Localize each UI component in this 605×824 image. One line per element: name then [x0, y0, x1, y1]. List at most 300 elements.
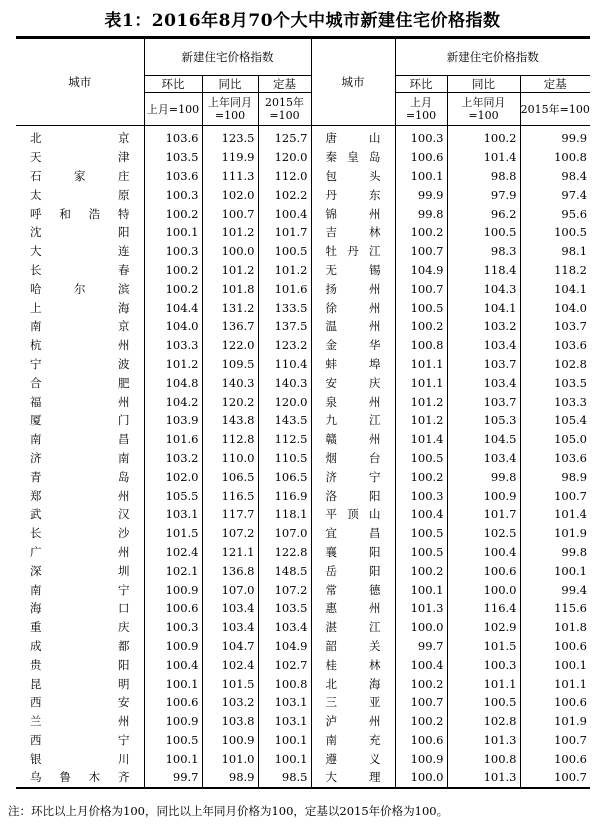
city-cell-right	[311, 223, 395, 242]
city-name	[326, 187, 381, 203]
fixed-cell-left: 100.8	[258, 674, 311, 693]
city-char: 海	[118, 300, 130, 315]
city-char: 明	[118, 676, 130, 691]
fixed-cell-right: 103.7	[520, 317, 590, 336]
mom-cell-left: 102.0	[144, 467, 202, 486]
city-char: 山	[369, 131, 381, 146]
table-row	[16, 242, 590, 261]
yoy-cell-right: 100.6	[447, 561, 520, 580]
mom-cell-left: 100.9	[144, 580, 202, 599]
mom-header-left: 环比	[144, 76, 202, 93]
city-name	[30, 224, 130, 240]
yoy-cell-right: 104.5	[447, 430, 520, 449]
fixed-cell-left: 120.0	[258, 392, 311, 411]
fixed-cell-left: 101.2	[258, 261, 311, 280]
table-row	[16, 580, 590, 599]
city-char: 川	[118, 751, 130, 766]
city-char: 北	[325, 676, 337, 691]
mom-cell-right: 100.0	[395, 618, 447, 637]
mom-cell-right: 100.2	[395, 467, 447, 486]
fixed-cell-right: 104.0	[520, 298, 590, 317]
yoy-cell-left: 103.4	[202, 599, 258, 618]
fixed-cell-left: 133.5	[258, 298, 311, 317]
city-char: 蚌	[325, 356, 337, 371]
mom-cell-left: 103.5	[144, 148, 202, 167]
city-name	[30, 337, 130, 353]
yoy-cell-right: 98.3	[447, 242, 520, 261]
yoy-cell-right: 103.7	[447, 355, 520, 374]
mom-cell-right: 100.5	[395, 543, 447, 562]
city-char: 州	[369, 601, 381, 616]
table-row	[16, 712, 590, 731]
mom-cell-right: 100.6	[395, 148, 447, 167]
table-row	[16, 355, 590, 374]
yoy-cell-left: 136.7	[202, 317, 258, 336]
city-cell-right	[311, 317, 395, 336]
yoy-cell-left: 136.8	[202, 561, 258, 580]
city-char: 岛	[118, 469, 130, 484]
city-name	[30, 281, 130, 297]
fixed-cell-right: 101.9	[520, 524, 590, 543]
yoy-cell-right: 103.4	[447, 373, 520, 392]
city-name	[30, 563, 130, 579]
city-cell-right	[311, 731, 395, 750]
city-char: 海	[30, 601, 42, 616]
table-row	[16, 449, 590, 468]
yoy-cell-right: 101.7	[447, 505, 520, 524]
city-name	[30, 694, 130, 710]
city-cell-right	[311, 449, 395, 468]
city-char: 丹	[325, 187, 337, 202]
yoy-cell-right: 100.3	[447, 655, 520, 674]
mom-cell-right: 100.7	[395, 279, 447, 298]
fixed-cell-left: 112.5	[258, 430, 311, 449]
yoy-header-right: 同比	[447, 76, 520, 93]
city-name	[30, 375, 130, 391]
city-name	[326, 769, 381, 785]
mom-cell-right: 100.5	[395, 298, 447, 317]
yoy-cell-left: 131.2	[202, 298, 258, 317]
fixed-cell-right: 100.6	[520, 749, 590, 768]
city-name	[326, 488, 381, 504]
fixed-cell-right: 100.7	[520, 768, 590, 787]
city-name	[30, 431, 130, 447]
table-row	[16, 731, 590, 750]
city-char: 华	[369, 338, 381, 353]
mom-cell-right: 100.9	[395, 749, 447, 768]
city-char: 州	[369, 300, 381, 315]
city-char: 州	[118, 488, 130, 503]
city-name	[30, 168, 130, 184]
city-cell-left	[16, 411, 144, 430]
city-cell-left	[16, 336, 144, 355]
city-name	[326, 431, 381, 447]
city-char: 埠	[369, 356, 381, 371]
city-char: 阳	[369, 488, 381, 503]
city-char: 韶	[325, 638, 337, 653]
yoy-cell-right: 100.8	[447, 749, 520, 768]
mom-cell-left: 101.5	[144, 524, 202, 543]
mom-cell-left: 100.1	[144, 223, 202, 242]
city-name	[326, 638, 381, 654]
fixed-cell-left: 100.1	[258, 731, 311, 750]
city-cell-right	[311, 185, 395, 204]
mom-cell-left: 99.7	[144, 768, 202, 787]
city-name	[30, 412, 130, 428]
city-char: 州	[118, 394, 130, 409]
fixed-cell-left: 118.1	[258, 505, 311, 524]
yoy-cell-left: 104.7	[202, 637, 258, 656]
yoy-cell-right: 118.4	[447, 261, 520, 280]
city-char: 福	[30, 394, 42, 409]
price-index-table	[16, 36, 590, 789]
fixed-cell-left: 100.1	[258, 749, 311, 768]
city-char: 波	[118, 356, 130, 371]
fixed-cell-right: 99.9	[520, 126, 590, 148]
table-row	[16, 561, 590, 580]
city-char: 京	[118, 131, 130, 146]
yoy-cell-right: 104.3	[447, 279, 520, 298]
city-cell-right	[311, 637, 395, 656]
yoy-cell-left: 111.3	[202, 167, 258, 186]
mom-cell-left: 100.6	[144, 693, 202, 712]
footnote: 注：环比以上月价格为100，同比以上年同月价格为100，定基以2015年价格为100。	[8, 804, 449, 818]
yoy-base-right: 上年同月=100	[447, 93, 520, 126]
city-name	[30, 488, 130, 504]
city-cell-right	[311, 373, 395, 392]
yoy-cell-right: 100.9	[447, 486, 520, 505]
city-name	[30, 469, 130, 485]
city-name	[326, 300, 381, 316]
city-name	[326, 751, 381, 767]
city-char: 州	[369, 714, 381, 729]
city-name	[326, 600, 381, 616]
city-char: 原	[118, 187, 130, 202]
city-char: 西	[30, 732, 42, 747]
city-cell-right	[311, 279, 395, 298]
table-row	[16, 185, 590, 204]
city-name	[326, 469, 381, 485]
city-char: 庆	[118, 620, 130, 635]
city-char: 哈	[30, 281, 42, 296]
mom-cell-right: 101.1	[395, 373, 447, 392]
city-name	[326, 412, 381, 428]
city-name	[30, 300, 130, 316]
mom-cell-left: 100.6	[144, 599, 202, 618]
city-char: 丹	[347, 244, 359, 259]
city-char: 理	[369, 770, 381, 785]
index-group-header-left: 新建住宅价格指数	[144, 39, 311, 76]
city-char: 林	[369, 225, 381, 240]
city-char: 昌	[118, 432, 130, 447]
fixed-cell-right: 100.6	[520, 693, 590, 712]
yoy-cell-right: 102.5	[447, 524, 520, 543]
city-name	[30, 582, 130, 598]
city-name	[30, 713, 130, 729]
mom-cell-left: 100.4	[144, 655, 202, 674]
table-row	[16, 599, 590, 618]
city-char: 都	[118, 638, 130, 653]
yoy-cell-right: 101.4	[447, 148, 520, 167]
mom-cell-left: 100.1	[144, 749, 202, 768]
fixed-cell-left: 101.7	[258, 223, 311, 242]
city-cell-left	[16, 637, 144, 656]
city-cell-left	[16, 693, 144, 712]
mom-cell-right: 104.9	[395, 261, 447, 280]
table-row	[16, 467, 590, 486]
city-name	[326, 506, 381, 522]
city-name	[326, 262, 381, 278]
mom-cell-left: 103.2	[144, 449, 202, 468]
fixed-base-right: 2015年=100	[520, 93, 590, 126]
fixed-cell-right: 98.4	[520, 167, 590, 186]
mom-base-right: 上月=100	[395, 93, 447, 126]
yoy-cell-left: 101.0	[202, 749, 258, 768]
table-row	[16, 505, 590, 524]
city-char: 宁	[118, 582, 130, 597]
city-char: 平	[325, 507, 337, 522]
city-name	[30, 262, 130, 278]
mom-cell-right: 100.2	[395, 674, 447, 693]
yoy-cell-left: 109.5	[202, 355, 258, 374]
city-char: 石	[30, 168, 42, 183]
mom-cell-left: 101.6	[144, 430, 202, 449]
city-cell-left	[16, 768, 144, 787]
city-name	[326, 281, 381, 297]
city-name	[326, 394, 381, 410]
mom-cell-right: 100.2	[395, 223, 447, 242]
city-char: 肥	[118, 375, 130, 390]
fixed-cell-right: 115.6	[520, 599, 590, 618]
fixed-cell-left: 104.9	[258, 637, 311, 656]
city-cell-right	[311, 298, 395, 317]
city-char: 温	[325, 319, 337, 334]
city-name	[30, 318, 130, 334]
mom-cell-right: 100.5	[395, 524, 447, 543]
index-group-header-right: 新建住宅价格指数	[395, 39, 590, 76]
city-char: 牡	[325, 244, 337, 259]
city-name	[326, 356, 381, 372]
city-name	[30, 243, 130, 259]
table-row	[16, 430, 590, 449]
table-row	[16, 148, 590, 167]
mom-cell-left: 105.5	[144, 486, 202, 505]
city-cell-left	[16, 580, 144, 599]
city-cell-right	[311, 242, 395, 261]
city-name	[30, 638, 130, 654]
yoy-cell-right: 100.0	[447, 580, 520, 599]
city-cell-right	[311, 749, 395, 768]
fixed-cell-right: 101.9	[520, 712, 590, 731]
city-char: 秦	[325, 150, 337, 165]
city-char: 杭	[30, 338, 42, 353]
fixed-cell-right: 100.7	[520, 731, 590, 750]
table-row	[16, 317, 590, 336]
yoy-cell-left: 101.5	[202, 674, 258, 693]
city-cell-left	[16, 167, 144, 186]
fixed-cell-right: 105.4	[520, 411, 590, 430]
city-name	[326, 619, 381, 635]
yoy-cell-left: 119.9	[202, 148, 258, 167]
city-char: 锡	[369, 262, 381, 277]
city-char: 顶	[347, 507, 359, 522]
mom-cell-right: 100.7	[395, 242, 447, 261]
fixed-header-left: 定基	[258, 76, 311, 93]
fixed-cell-right: 103.5	[520, 373, 590, 392]
yoy-base-left: 上年同月=100	[202, 93, 258, 126]
yoy-cell-right: 103.7	[447, 392, 520, 411]
mom-cell-left: 104.8	[144, 373, 202, 392]
yoy-cell-left: 100.9	[202, 731, 258, 750]
city-cell-right	[311, 543, 395, 562]
mom-cell-left: 100.3	[144, 242, 202, 261]
fixed-header-right: 定基	[520, 76, 590, 93]
city-char: 滨	[118, 281, 130, 296]
city-char: 深	[30, 563, 42, 578]
yoy-cell-right: 99.8	[447, 467, 520, 486]
city-name	[30, 751, 130, 767]
city-char: 浩	[88, 206, 101, 221]
mom-cell-left: 100.2	[144, 279, 202, 298]
city-name	[326, 676, 381, 692]
yoy-cell-right: 102.8	[447, 712, 520, 731]
city-cell-right	[311, 768, 395, 787]
yoy-cell-left: 121.1	[202, 543, 258, 562]
mom-cell-left: 100.3	[144, 185, 202, 204]
city-char: 木	[88, 770, 101, 785]
city-name	[326, 149, 381, 165]
city-char: 南	[30, 319, 42, 334]
city-cell-left	[16, 317, 144, 336]
city-char: 鲁	[59, 770, 71, 785]
city-char: 义	[369, 751, 381, 766]
mom-cell-left: 103.6	[144, 126, 202, 148]
fixed-cell-left: 116.9	[258, 486, 311, 505]
fixed-cell-left: 102.2	[258, 185, 311, 204]
mom-base-left: 上月=100	[144, 93, 202, 126]
table-title: 表1：2016年8月70个大中城市新建住宅价格指数	[104, 11, 501, 31]
city-cell-right	[311, 430, 395, 449]
mom-cell-left: 103.9	[144, 411, 202, 430]
fixed-cell-right: 101.8	[520, 618, 590, 637]
mom-cell-left: 100.2	[144, 204, 202, 223]
city-char: 徐	[325, 300, 337, 315]
city-name	[30, 356, 130, 372]
city-char: 唐	[325, 131, 337, 146]
fixed-cell-left: 110.5	[258, 449, 311, 468]
city-name	[326, 375, 381, 391]
city-name	[326, 243, 381, 259]
city-char: 宜	[325, 526, 337, 541]
city-char: 烟	[325, 450, 337, 465]
yoy-cell-right: 101.1	[447, 674, 520, 693]
city-char: 庄	[118, 168, 130, 183]
city-char: 上	[30, 300, 42, 315]
fixed-cell-left: 107.2	[258, 580, 311, 599]
city-char: 江	[369, 620, 381, 635]
yoy-cell-right: 100.5	[447, 693, 520, 712]
city-char: 州	[369, 319, 381, 334]
fixed-cell-right: 95.6	[520, 204, 590, 223]
city-char: 京	[118, 319, 130, 334]
fixed-cell-left: 120.0	[258, 148, 311, 167]
city-cell-left	[16, 223, 144, 242]
city-char: 洛	[325, 488, 337, 503]
city-char: 州	[369, 281, 381, 296]
fixed-cell-right: 103.6	[520, 336, 590, 355]
city-char: 州	[118, 714, 130, 729]
yoy-cell-left: 143.8	[202, 411, 258, 430]
city-cell-right	[311, 561, 395, 580]
table-row	[16, 279, 590, 298]
mom-cell-left: 100.5	[144, 731, 202, 750]
mom-cell-right: 99.7	[395, 637, 447, 656]
city-char: 安	[118, 695, 130, 710]
city-name	[326, 318, 381, 334]
mom-cell-right: 100.2	[395, 712, 447, 731]
mom-cell-right: 100.1	[395, 580, 447, 599]
city-char: 武	[30, 507, 42, 522]
city-char: 成	[30, 638, 42, 653]
table-row	[16, 223, 590, 242]
city-char: 包	[325, 168, 337, 183]
mom-cell-left: 104.4	[144, 298, 202, 317]
yoy-cell-right: 100.5	[447, 223, 520, 242]
table-row	[16, 655, 590, 674]
yoy-cell-left: 103.4	[202, 618, 258, 637]
city-name	[326, 732, 381, 748]
city-char: 广	[30, 544, 42, 559]
city-cell-right	[311, 486, 395, 505]
yoy-cell-left: 123.5	[202, 126, 258, 148]
city-char: 南	[325, 732, 337, 747]
yoy-cell-left: 116.5	[202, 486, 258, 505]
city-cell-right	[311, 712, 395, 731]
table-row	[16, 693, 590, 712]
city-name	[30, 206, 130, 222]
mom-cell-left: 100.2	[144, 261, 202, 280]
city-name	[326, 713, 381, 729]
mom-cell-left: 103.6	[144, 167, 202, 186]
city-char: 合	[30, 375, 42, 390]
city-char: 岛	[369, 150, 381, 165]
mom-cell-right: 100.4	[395, 655, 447, 674]
city-name	[326, 582, 381, 598]
fixed-cell-left: 107.0	[258, 524, 311, 543]
city-char: 泸	[325, 714, 337, 729]
city-char: 州	[369, 394, 381, 409]
city-char: 昆	[30, 676, 42, 691]
table-row	[16, 126, 590, 148]
yoy-cell-right: 103.4	[447, 449, 520, 468]
city-cell-left	[16, 618, 144, 637]
fixed-cell-left: 125.7	[258, 126, 311, 148]
city-cell-right	[311, 599, 395, 618]
city-name	[30, 506, 130, 522]
yoy-cell-left: 112.8	[202, 430, 258, 449]
fixed-cell-right: 100.1	[520, 561, 590, 580]
city-cell-right	[311, 693, 395, 712]
city-cell-left	[16, 505, 144, 524]
city-char: 尔	[74, 281, 86, 296]
city-name	[30, 525, 130, 541]
city-char: 无	[325, 262, 337, 277]
fixed-cell-left: 102.7	[258, 655, 311, 674]
city-char: 连	[118, 244, 130, 259]
city-cell-left	[16, 524, 144, 543]
mom-cell-left: 100.3	[144, 618, 202, 637]
yoy-cell-right: 116.4	[447, 599, 520, 618]
